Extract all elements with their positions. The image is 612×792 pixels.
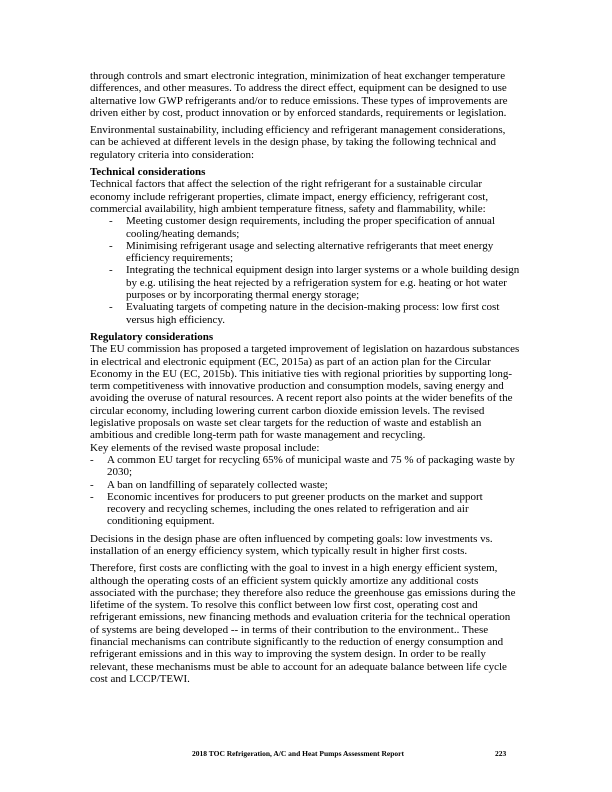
list-item: - Integrating the technical equipment design into larger systems or a whole building design by e.g. utilising the heat rejected by a refrigeration system for e.g. heating or hot water purposes or by incorporating thermal energy storage; [109, 264, 520, 302]
bullet-dash: - [109, 301, 113, 314]
intro-paragraph: through controls and smart electronic integration, minimization of heat exchanger temperature differences, and other measures. To address the direct effect, equipment can be designed to use alternative low GWP refrigerants and/or to reduce emissions. These types of improvements are driven either by cost, product innovation or by enforced standards, requirements or legislation. [90, 70, 508, 119]
list-item: - Minimising refrigerant usage and selecting alternative refrigerants that meet energy efficiency requirements; [109, 239, 494, 265]
list-item: - A common EU target for recycling 65% of municipal waste and 75 % of packaging waste by 2030; [90, 453, 515, 479]
bullet-dash: - [109, 215, 113, 228]
technical-bullet-list [90, 215, 522, 326]
list-item: - Evaluating targets of competing nature in the decision-making process: low first cost versus high efficiency. [109, 301, 500, 326]
list-item: - Meeting customer design requirements, including the proper specification of annual cooling/heating demands; [109, 215, 495, 240]
technical-heading: Technical considerations [90, 166, 206, 179]
bullet-dash: - [109, 239, 113, 252]
footer-title: 2018 TOC Refrigeration, A/C and Heat Pumps Assessment Report [192, 749, 405, 758]
regulatory-bullet-list [90, 454, 522, 528]
list-item: - Economic incentives for producers to put greener products on the market and support recovery and recycling schemes, including the ones related to refrigeration and air conditioning equipment. [90, 490, 483, 528]
page-body [90, 70, 522, 690]
sustainability-paragraph: Environmental sustainability, including efficiency and refrigerant management considerations, can be achieved at different levels in the design phase, by taking the following technical and regulatory criteria into consideration: [90, 124, 506, 161]
decisions-paragraph: Decisions in the design phase are often influenced by competing goals: low investments vs. installation of an energy efficiency system, which typically result in higher first costs. [90, 532, 493, 557]
key-elements-intro: Key elements of the revised waste proposal include: [90, 441, 320, 454]
therefore-paragraph: Therefore, first costs are conflicting with the goal to invest in a high energy efficient system, although the operating costs of an efficient system quickly amortize any additional costs associated with the purchase; they therefore also reduce the greenhouse gas emissions during the lifetime of the system. To resolve this conflict between low first cost, operating cost and refrigerant emissions, new financing methods and evaluation criteria for the technical operation of systems are being developed -- in terms of their contribution to the environment.. These financial mechanisms can contribute significantly to the reduction of energy consumption and refrigerant emissions and in this way to improving the system design. In order to be really relevant, these mechanisms must be able to account for an adequate balance between life cycle cost and LCCP/TEWI. [90, 562, 516, 685]
regulatory-text: The EU commission has proposed a targeted improvement of legislation on hazardous substances in electrical and electronic equipment (EC, 2015a) as part of an action plan for the Circular Economy in the EU (EC, 2015b). This initiative ties with regional priorities by supporting long-term competitiveness with innovative production and consumption models, saving energy and avoiding the overuse of natural resources. A recent report also points at the wider benefits of the circular economy, including lowering current carbon dioxide emission levels. The revised legislative proposals on waste set clear targets for the reduction of waste and establish an ambitious and credible long-term path for waste management and recycling. [90, 343, 520, 442]
technical-intro: Technical factors that affect the selection of the right refrigerant for a sustainable circular economy include refrigerant properties, climate impact, energy efficiency, refrigerant cost, commercial availability, high ambient temperature fitness, safety and flammability, while: [90, 178, 489, 215]
regulatory-heading: Regulatory considerations [90, 330, 214, 343]
bullet-dash: - [109, 264, 113, 277]
list-item: - A ban on landfilling of separately collected waste; [90, 478, 328, 491]
bullet-dash: - [90, 453, 94, 466]
bullet-dash: - [90, 490, 94, 503]
bullet-dash: - [90, 478, 94, 491]
page-number: 223 [495, 749, 507, 758]
